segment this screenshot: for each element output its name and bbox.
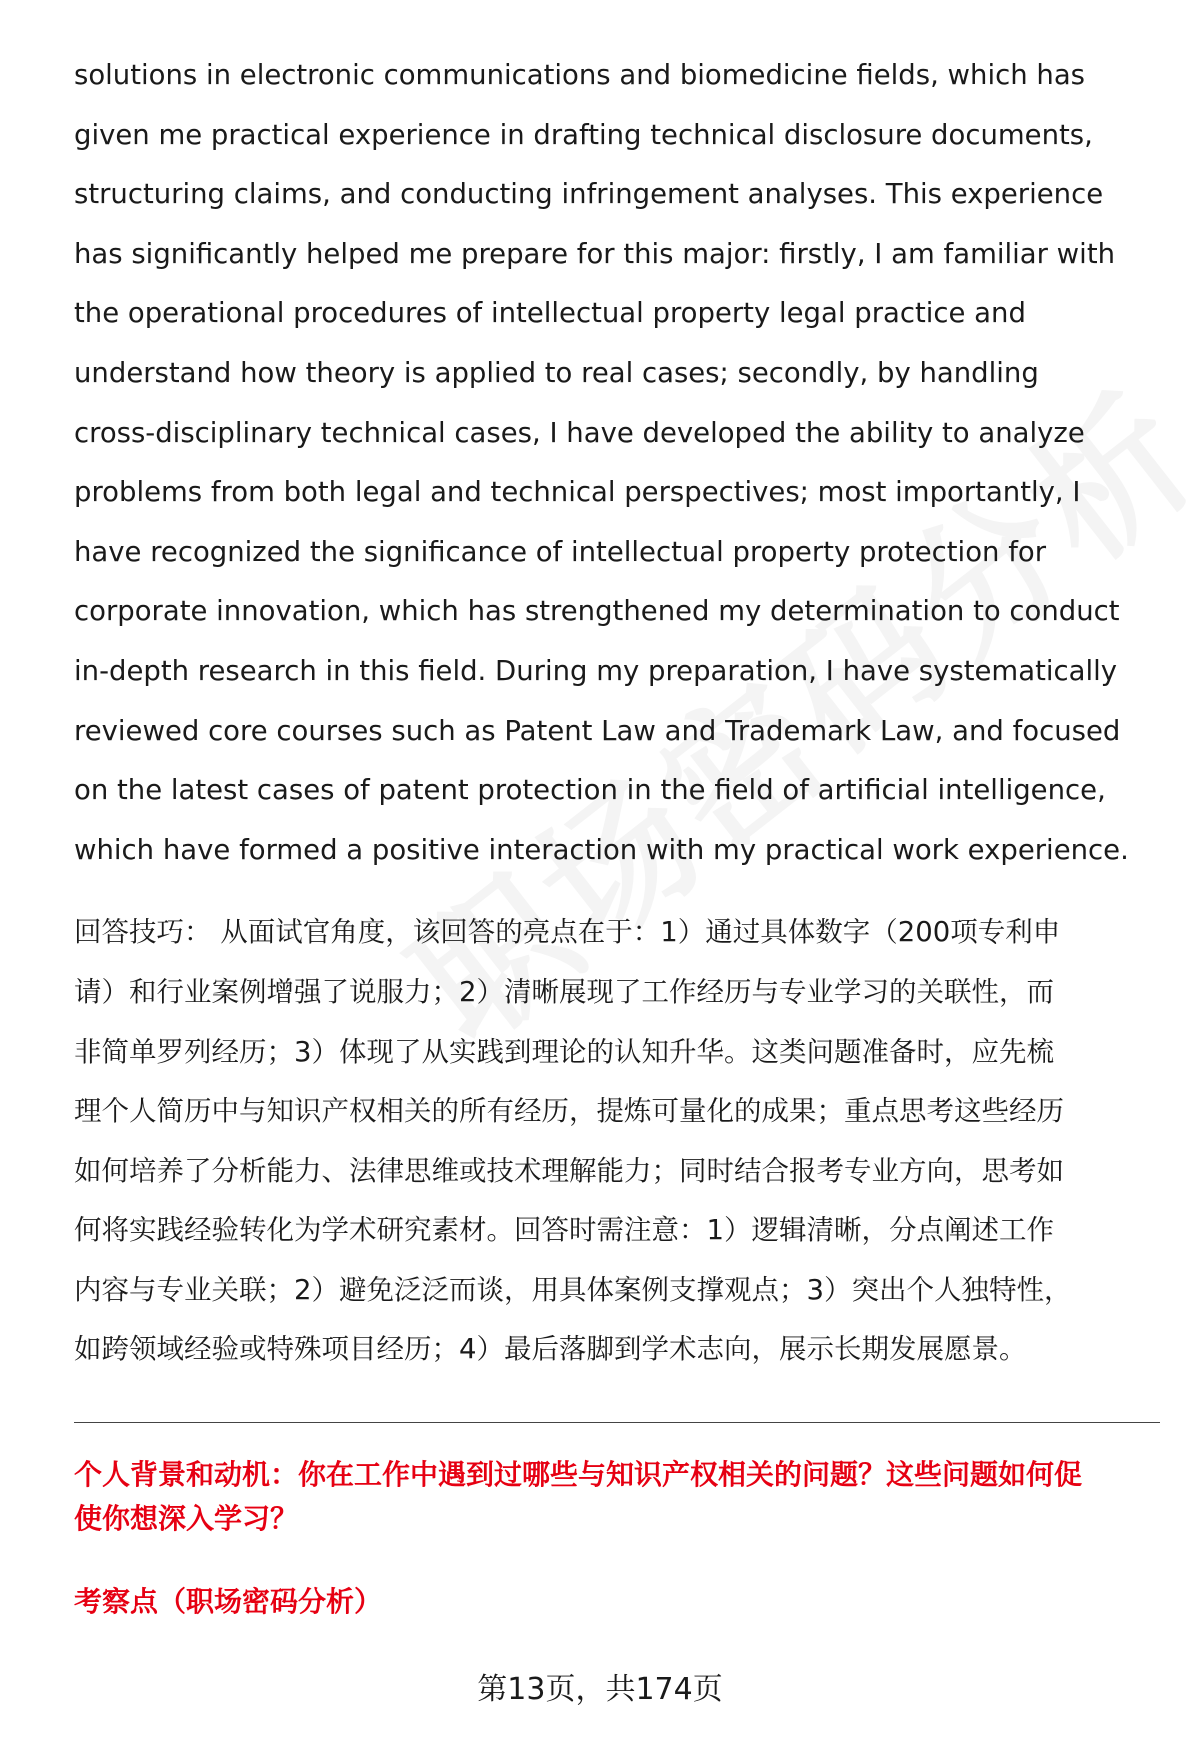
english-answer-paragraph: solutions in electronic communications and biomedicine fields, which has given me practical experience in drafting technical disclosure documents, structuring claims, and conducting infringement analyses. This experience has significantly helped me prepare for this major: firstly, I am familiar with the operational procedures of intellectual property legal practice and understand how theory is applied to real cases; secondly, by handling cross-disciplinary technical cases, I have developed the ability to analyze problems from both legal and technical perspectives; most importantly, I have recognized the significance of intellectual property protection for corporate innovation, which has strengthened my determination to conduct in-depth research in this field. During my preparation, I have systematically reviewed core courses such as Patent Law and Trademark Law, and focused on the latest cases of patent protection in the field of artificial intelligence, which have formed a positive interaction with my practical work experience. — [74, 59, 1129, 866]
next-question-heading: 个人背景和动机：你在工作中遇到过哪些与知识产权相关的问题？这些问题如何促 使你想深入学习？ — [74, 1458, 1083, 1536]
assessment-points-heading: 考察点（职场密码分析） — [74, 1585, 383, 1619]
page-number-footer: 第13页，共174页 — [477, 1672, 723, 1707]
page-content — [74, 46, 1160, 1624]
section-divider — [74, 1422, 1160, 1423]
answer-tips-paragraph: 回答技巧： 从面试官角度，该回答的亮点在于：1）通过具体数字（200项专利申 请）和行业案例增强了说服力；2）清晰展现了工作经历与专业学习的关联性，而 非简单罗列经历；3）体现了从实践到理论的认知升华。这类问题准备时，应先梳 理个人简历中与知识产权相关的所有经历，提炼可量化的成果；重点思考这些经历 如何培养了分析能力、法律思维或技术理解能力；同时结合报考专业方向，思考如 何将实践经验转化为学术研究素材。回答时需注意：1）逻辑清晰，分点阐述工作 内容与专业关联；2）避免泛泛而谈，用具体案例支撑观点；3）突出个人独特性， 如跨领域经验或特殊项目经历；4）最后落脚到学术志向，展示长期发展愿景。 — [74, 916, 1072, 1366]
